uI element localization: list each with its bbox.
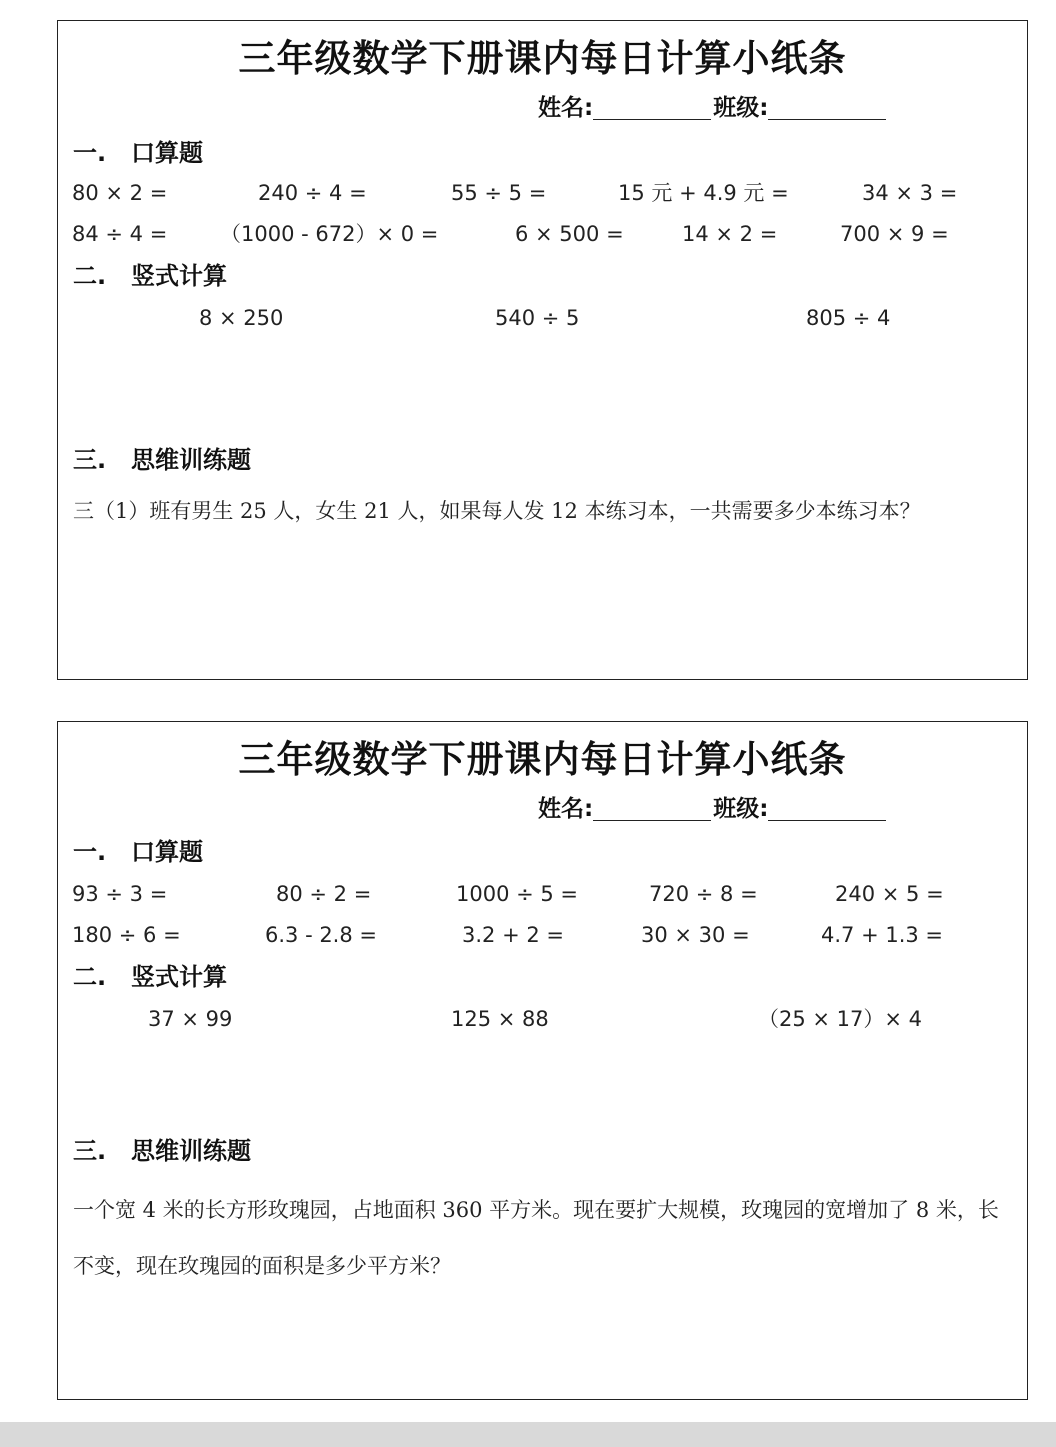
oral-item: 180 ÷ 6 = xyxy=(72,923,181,947)
section-thinking xyxy=(73,1136,251,1166)
section-thinking xyxy=(73,445,251,475)
oral-item: 93 ÷ 3 = xyxy=(72,882,168,906)
vertical-item: 805 ÷ 4 xyxy=(806,306,891,330)
word-problem: 一个宽 4 米的长方形玫瑰园，占地面积 360 平方米。现在要扩大规模，玫瑰园的宽增加了 8 米，长不变，现在玫瑰园的面积是多少平方米？ xyxy=(73,1198,999,1278)
oral-item: 6 × 500 = xyxy=(515,222,624,246)
section-vertical xyxy=(73,261,227,291)
vertical-item: 540 ÷ 5 xyxy=(495,306,580,330)
name-label: 姓名: xyxy=(538,95,594,121)
oral-item: 720 ÷ 8 = xyxy=(649,882,758,906)
class-label: 班级: xyxy=(713,796,769,822)
name-label: 姓名: xyxy=(538,796,594,822)
section-title: 竖式计算 xyxy=(131,262,227,290)
oral-item: 4.7 + 1.3 = xyxy=(821,923,944,947)
class-blank[interactable] xyxy=(768,798,886,821)
oral-item: 34 × 3 = xyxy=(862,181,958,205)
name-class-row xyxy=(538,93,886,123)
oral-item: 14 × 2 = xyxy=(682,222,778,246)
oral-item: 84 ÷ 4 = xyxy=(72,222,168,246)
section-oral xyxy=(73,837,203,867)
name-blank[interactable] xyxy=(593,97,711,120)
oral-item: 1000 ÷ 5 = xyxy=(456,882,579,906)
oral-item: 15 元 + 4.9 元 = xyxy=(618,181,789,205)
oral-item: 80 × 2 = xyxy=(72,181,168,205)
oral-item: 30 × 30 = xyxy=(641,923,750,947)
section-vertical xyxy=(73,962,227,992)
section-title: 思维训练题 xyxy=(131,446,251,474)
vertical-item: 125 × 88 xyxy=(451,1007,549,1031)
word-problem: 三（1）班有男生 25 人，女生 21 人，如果每人发 12 本练习本，一共需要多少本练习本？ xyxy=(73,499,921,523)
section-number: 二. xyxy=(73,262,107,290)
oral-item: 80 ÷ 2 = xyxy=(276,882,372,906)
section-title: 思维训练题 xyxy=(131,1137,251,1165)
bottom-scroll-bar xyxy=(0,1422,1056,1447)
oral-item: 3.2 + 2 = xyxy=(462,923,564,947)
oral-item: 55 ÷ 5 = xyxy=(451,181,547,205)
class-blank[interactable] xyxy=(768,97,886,120)
oral-item: 240 ÷ 4 = xyxy=(258,181,367,205)
section-title: 竖式计算 xyxy=(131,963,227,991)
oral-item: 240 × 5 = xyxy=(835,882,944,906)
worksheet-title: 三年级数学下册课内每日计算小纸条 xyxy=(238,738,847,781)
section-number: 二. xyxy=(73,963,107,991)
section-number: 三. xyxy=(73,1137,107,1165)
name-class-row xyxy=(538,794,886,824)
oral-item: 700 × 9 = xyxy=(840,222,949,246)
worksheet-title: 三年级数学下册课内每日计算小纸条 xyxy=(238,37,847,80)
section-oral xyxy=(73,138,203,168)
vertical-item: （25 × 17）× 4 xyxy=(758,1007,923,1031)
oral-item: 6.3 - 2.8 = xyxy=(265,923,377,947)
section-title: 口算题 xyxy=(131,139,203,167)
worksheet-card-2 xyxy=(57,721,1028,1400)
oral-item: （1000 - 672）× 0 = xyxy=(220,222,439,246)
vertical-item: 8 × 250 xyxy=(199,306,284,330)
class-label: 班级: xyxy=(713,95,769,121)
section-title: 口算题 xyxy=(131,838,203,866)
section-number: 一. xyxy=(73,838,107,866)
vertical-item: 37 × 99 xyxy=(148,1007,233,1031)
worksheet-card-1 xyxy=(57,20,1028,680)
section-number: 三. xyxy=(73,446,107,474)
name-blank[interactable] xyxy=(593,798,711,821)
section-number: 一. xyxy=(73,139,107,167)
